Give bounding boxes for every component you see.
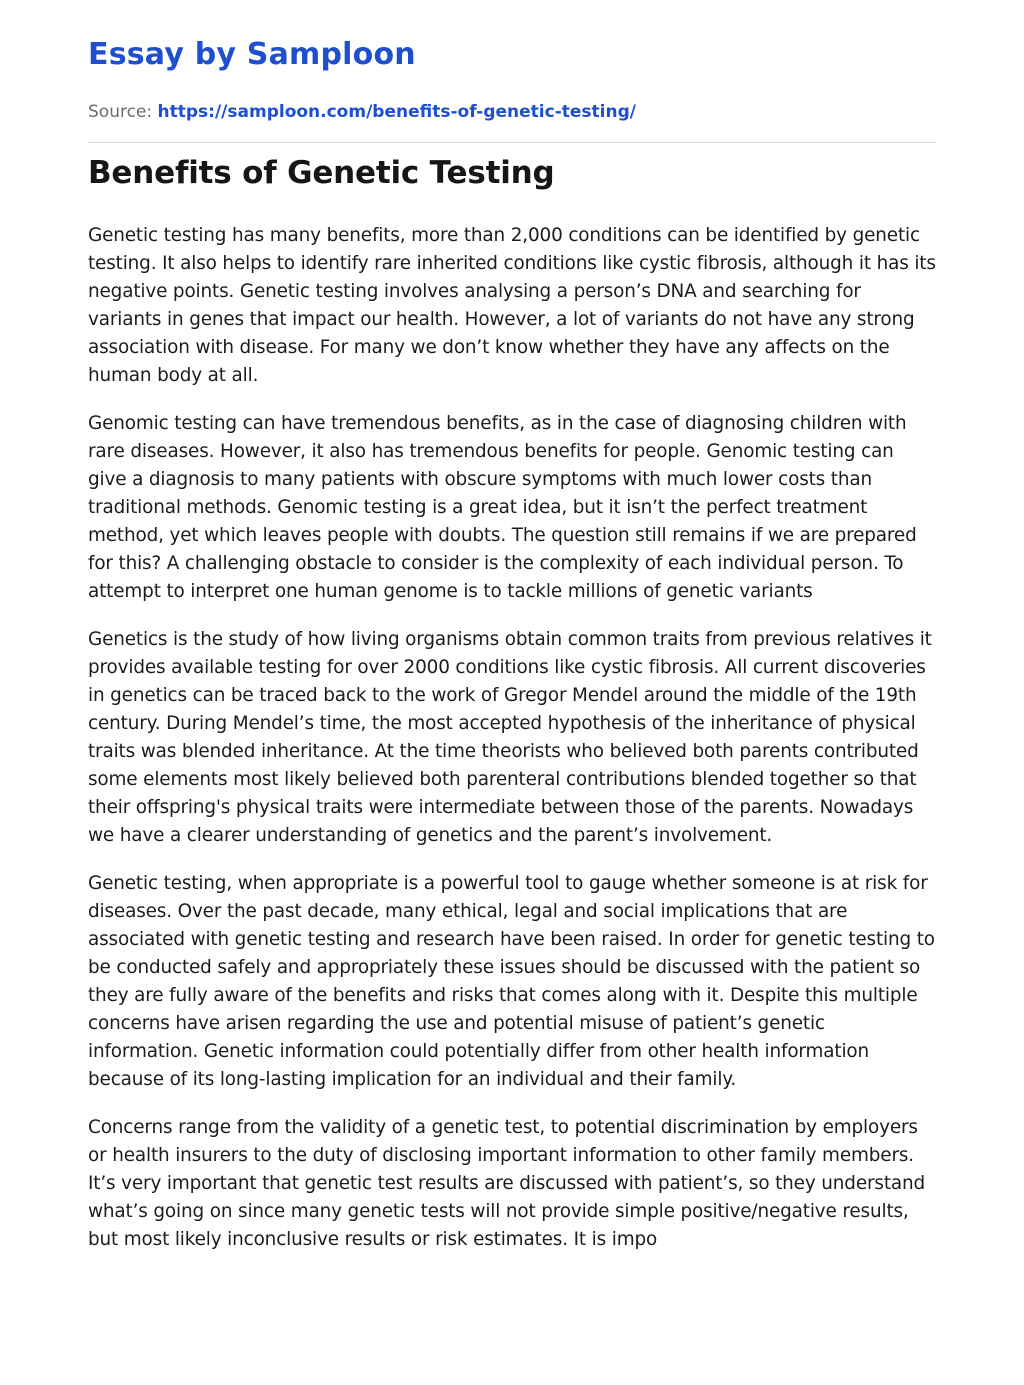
source-line (88, 102, 636, 122)
source-label: Source: (88, 102, 153, 122)
essay-paragraph: Genetics is the study of how living organisms obtain common traits from previous relatives it provides available testing for over 2000 conditions like cystic fibrosis. All current discoveries in genetics can be traced back to the work of Gregor Mendel around the middle of the 19th century. During Mendel’s time, the most accepted hypothesis of the inheritance of physical traits was blended inheritance. At the time theorists who believed both parents contributed some elements most likely believed both parenteral contributions blended together so that their offspring's physical traits were intermediate between those of the parents. Nowadays we have a clearer understanding of genetics and the parent’s involvement. (88, 629, 932, 846)
essay-paragraph: Concerns range from the validity of a genetic test, to potential discrimination by employers or health insurers to the duty of disclosing important information to other family members. It’s very important that genetic test results are discussed with patient’s, so they understand what’s going on since many genetic tests will not provide simple positive/negative results, but most likely inconclusive results or risk estimates. It is impo (88, 1117, 926, 1250)
essay-body (88, 222, 936, 1274)
header-divider (88, 142, 936, 143)
essay-paragraph: Genetic testing, when appropriate is a powerful tool to gauge whether someone is at risk for diseases. Over the past decade, many ethical, legal and social implications that are associated with genetic testing and research have been raised. In order for genetic testing to be conducted safely and appropriately these issues should be discussed with the patient so they are fully aware of the benefits and risks that comes along with it. Despite this multiple concerns have arisen regarding the use and potential misuse of patient’s genetic information. Genetic information could potentially differ from other health information because of its long-lasting implication for an individual and their family. (88, 873, 935, 1090)
essay-paragraph: Genomic testing can have tremendous benefits, as in the case of diagnosing children with rare diseases. However, it also has tremendous benefits for people. Genomic testing can give a diagnosis to many patients with obscure symptoms with much lower costs than traditional methods. Genomic testing is a great idea, but it isn’t the perfect treatment method, yet which leaves people with doubts. The question still remains if we are prepared for this? A challenging obstacle to consider is the complexity of each individual person. To attempt to interpret one human genome is to tackle millions of genetic variants (88, 413, 917, 602)
essay-paragraph: Genetic testing has many benefits, more than 2,000 conditions can be identified by genetic testing. It also helps to identify rare inherited conditions like cystic fibrosis, although it has its negative points. Genetic testing involves analysing a person’s DNA and searching for variants in genes that impact our health. However, a lot of variants do not have any strong association with disease. For many we don’t know whether they have any affects on the human body at all. (88, 225, 936, 386)
site-brand[interactable]: Essay by Samploon (88, 37, 416, 72)
source-link[interactable]: https://samploon.com/benefits-of-genetic-testing/ (157, 102, 636, 122)
essay-title: Benefits of Genetic Testing (88, 155, 555, 191)
